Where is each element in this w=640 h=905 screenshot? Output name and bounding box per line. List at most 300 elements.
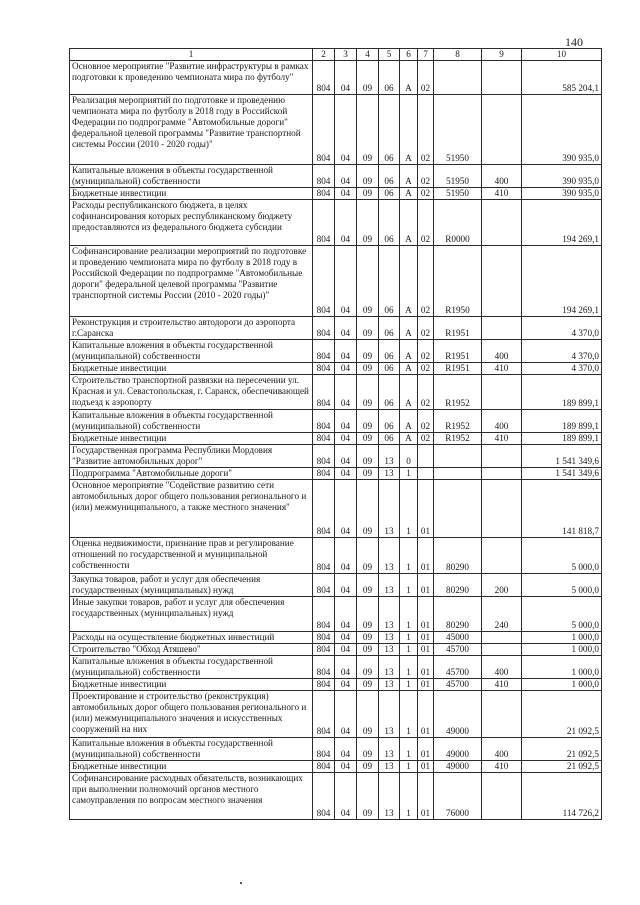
table-row bbox=[70, 644, 602, 656]
table-row bbox=[70, 340, 602, 363]
cell-section: 04 bbox=[335, 761, 357, 773]
cell-program: 13 bbox=[379, 468, 400, 480]
cell-ministry-code: 804 bbox=[313, 200, 335, 246]
cell-expense-type bbox=[482, 61, 522, 95]
cell-subsection: 09 bbox=[357, 761, 379, 773]
table-header bbox=[70, 49, 602, 61]
cell-program: 13 bbox=[379, 632, 400, 644]
cell-direction: R1951 bbox=[434, 340, 482, 363]
cell-subprogram: А bbox=[400, 61, 418, 95]
cell-direction: 80290 bbox=[434, 538, 482, 574]
cell-subsection: 09 bbox=[357, 574, 379, 597]
cell-amount: 1 541 349,6 bbox=[522, 445, 602, 468]
column-header: 2 bbox=[313, 49, 335, 61]
cell-program: 06 bbox=[379, 61, 400, 95]
cell-activity: 02 bbox=[418, 317, 434, 340]
cell-section: 04 bbox=[335, 375, 357, 410]
cell-subprogram: 1 bbox=[400, 691, 418, 738]
row-description: Софинансирование реализации мероприятий по подготовке и проведению чемпионата мира по футболу в 2018 году в Российской Федерации по подпрограмме "Автомобильные дороги" федеральной целевой программы "Развитие транспортной системы России (2010 - 2020 годы)" bbox=[70, 246, 313, 317]
cell-expense-type: 410 bbox=[482, 679, 522, 691]
cell-subsection: 09 bbox=[357, 246, 379, 317]
table-row bbox=[70, 597, 602, 632]
cell-activity: 02 bbox=[418, 410, 434, 433]
cell-ministry-code: 804 bbox=[313, 480, 335, 538]
cell-amount: 5 000,0 bbox=[522, 597, 602, 632]
cell-expense-type bbox=[482, 773, 522, 820]
column-header: 4 bbox=[357, 49, 379, 61]
table-row bbox=[70, 317, 602, 340]
cell-ministry-code: 804 bbox=[313, 773, 335, 820]
table-row bbox=[70, 773, 602, 820]
cell-expense-type bbox=[482, 246, 522, 317]
row-description: Строительство транспортной развязки на пересечении ул. Красная и ул. Севастопольская, г. Саранск, обеспечивающей подъезд к аэропорту bbox=[70, 375, 313, 410]
cell-subsection: 09 bbox=[357, 317, 379, 340]
cell-section: 04 bbox=[335, 632, 357, 644]
cell-section: 04 bbox=[335, 480, 357, 538]
cell-ministry-code: 804 bbox=[313, 644, 335, 656]
cell-section: 04 bbox=[335, 644, 357, 656]
cell-subprogram: 1 bbox=[400, 761, 418, 773]
cell-amount: 1 000,0 bbox=[522, 632, 602, 644]
cell-subsection: 09 bbox=[357, 433, 379, 445]
cell-direction: 45000 bbox=[434, 632, 482, 644]
cell-section: 04 bbox=[335, 188, 357, 200]
cell-activity: 02 bbox=[418, 433, 434, 445]
cell-expense-type bbox=[482, 375, 522, 410]
cell-direction: R1952 bbox=[434, 410, 482, 433]
cell-ministry-code: 804 bbox=[313, 761, 335, 773]
cell-section: 04 bbox=[335, 340, 357, 363]
cell-amount: 390 935,0 bbox=[522, 95, 602, 165]
cell-ministry-code: 804 bbox=[313, 656, 335, 679]
cell-subsection: 09 bbox=[357, 200, 379, 246]
cell-activity: 02 bbox=[418, 188, 434, 200]
cell-ministry-code: 804 bbox=[313, 445, 335, 468]
cell-section: 04 bbox=[335, 445, 357, 468]
row-description: Расходы республиканского бюджета, в целях софинансирования которых республиканскому бюджету предоставляются из федерального бюджета субсидии bbox=[70, 200, 313, 246]
cell-amount: 189 899,1 bbox=[522, 410, 602, 433]
cell-program: 06 bbox=[379, 410, 400, 433]
cell-section: 04 bbox=[335, 246, 357, 317]
page-number: 140 bbox=[565, 35, 583, 49]
row-description: Подпрограмма "Автомобильные дороги" bbox=[70, 468, 313, 480]
cell-subsection: 09 bbox=[357, 632, 379, 644]
cell-subsection: 09 bbox=[357, 644, 379, 656]
column-header: 3 bbox=[335, 49, 357, 61]
table-row bbox=[70, 691, 602, 738]
cell-subsection: 09 bbox=[357, 538, 379, 574]
cell-subsection: 09 bbox=[357, 340, 379, 363]
cell-expense-type: 400 bbox=[482, 410, 522, 433]
cell-activity: 01 bbox=[418, 761, 434, 773]
cell-subprogram: А bbox=[400, 363, 418, 375]
cell-direction: R1951 bbox=[434, 363, 482, 375]
cell-direction bbox=[434, 445, 482, 468]
cell-expense-type: 400 bbox=[482, 738, 522, 761]
cell-activity: 01 bbox=[418, 538, 434, 574]
cell-subprogram: 1 bbox=[400, 679, 418, 691]
cell-direction: 80290 bbox=[434, 574, 482, 597]
cell-activity: 01 bbox=[418, 656, 434, 679]
table-row bbox=[70, 165, 602, 188]
cell-subprogram: 1 bbox=[400, 738, 418, 761]
cell-section: 04 bbox=[335, 317, 357, 340]
cell-program: 13 bbox=[379, 644, 400, 656]
cell-amount: 390 935,0 bbox=[522, 188, 602, 200]
column-header: 9 bbox=[482, 49, 522, 61]
cell-section: 04 bbox=[335, 574, 357, 597]
cell-direction: 45700 bbox=[434, 679, 482, 691]
row-description: Реализация мероприятий по подготовке и проведению чемпионата мира по футболу в 2018 году в Российской Федерации по подпрограмме "Автомобильные дороги" федеральной целевой программы "Развитие транспортной системы России (2010 - 2020 годы)" bbox=[70, 95, 313, 165]
header-row bbox=[70, 49, 602, 61]
cell-subsection: 09 bbox=[357, 679, 379, 691]
cell-subprogram: 1 bbox=[400, 656, 418, 679]
table-row bbox=[70, 538, 602, 574]
cell-program: 13 bbox=[379, 445, 400, 468]
cell-subprogram: 1 bbox=[400, 644, 418, 656]
row-description: Капитальные вложения в объекты государственной (муниципальной) собственности bbox=[70, 410, 313, 433]
cell-subsection: 09 bbox=[357, 773, 379, 820]
cell-activity: 01 bbox=[418, 644, 434, 656]
row-description: Капитальные вложения в объекты государственной (муниципальной) собственности bbox=[70, 738, 313, 761]
scan-speck bbox=[240, 882, 242, 884]
cell-expense-type: 400 bbox=[482, 340, 522, 363]
cell-activity bbox=[418, 468, 434, 480]
cell-section: 04 bbox=[335, 61, 357, 95]
column-header: 7 bbox=[418, 49, 434, 61]
cell-amount: 4 370,0 bbox=[522, 317, 602, 340]
cell-activity: 01 bbox=[418, 632, 434, 644]
cell-program: 13 bbox=[379, 738, 400, 761]
table-row bbox=[70, 574, 602, 597]
cell-subsection: 09 bbox=[357, 165, 379, 188]
cell-expense-type bbox=[482, 691, 522, 738]
cell-program: 06 bbox=[379, 363, 400, 375]
cell-amount: 194 269,1 bbox=[522, 200, 602, 246]
table-row bbox=[70, 61, 602, 95]
cell-subsection: 09 bbox=[357, 445, 379, 468]
cell-direction bbox=[434, 480, 482, 538]
row-description: Капитальные вложения в объекты государственной (муниципальной) собственности bbox=[70, 340, 313, 363]
cell-ministry-code: 804 bbox=[313, 165, 335, 188]
cell-activity: 02 bbox=[418, 200, 434, 246]
cell-program: 06 bbox=[379, 246, 400, 317]
cell-amount: 1 541 349,6 bbox=[522, 468, 602, 480]
table-row bbox=[70, 433, 602, 445]
cell-program: 13 bbox=[379, 773, 400, 820]
table-row bbox=[70, 410, 602, 433]
cell-ministry-code: 804 bbox=[313, 61, 335, 95]
cell-ministry-code: 804 bbox=[313, 363, 335, 375]
cell-subsection: 09 bbox=[357, 597, 379, 632]
cell-subprogram: А bbox=[400, 375, 418, 410]
row-description: Бюджетные инвестиции bbox=[70, 761, 313, 773]
cell-amount: 1 000,0 bbox=[522, 679, 602, 691]
column-header: 5 bbox=[379, 49, 400, 61]
cell-section: 04 bbox=[335, 363, 357, 375]
cell-expense-type bbox=[482, 200, 522, 246]
cell-subsection: 09 bbox=[357, 691, 379, 738]
cell-expense-type bbox=[482, 445, 522, 468]
cell-section: 04 bbox=[335, 656, 357, 679]
cell-expense-type bbox=[482, 317, 522, 340]
cell-expense-type: 200 bbox=[482, 574, 522, 597]
cell-ministry-code: 804 bbox=[313, 538, 335, 574]
cell-amount: 114 726,2 bbox=[522, 773, 602, 820]
cell-amount: 1 000,0 bbox=[522, 656, 602, 679]
cell-ministry-code: 804 bbox=[313, 95, 335, 165]
cell-direction: 76000 bbox=[434, 773, 482, 820]
row-description: Государственная программа Республики Мордовия "Развитие автомобильных дорог" bbox=[70, 445, 313, 468]
cell-program: 06 bbox=[379, 375, 400, 410]
table-row bbox=[70, 445, 602, 468]
table-row bbox=[70, 363, 602, 375]
cell-ministry-code: 804 bbox=[313, 340, 335, 363]
cell-direction: R1951 bbox=[434, 317, 482, 340]
cell-section: 04 bbox=[335, 200, 357, 246]
cell-amount: 141 818,7 bbox=[522, 480, 602, 538]
cell-activity: 02 bbox=[418, 375, 434, 410]
cell-activity: 02 bbox=[418, 340, 434, 363]
cell-section: 04 bbox=[335, 691, 357, 738]
cell-expense-type: 240 bbox=[482, 597, 522, 632]
cell-direction bbox=[434, 468, 482, 480]
cell-amount: 21 092,5 bbox=[522, 691, 602, 738]
cell-section: 04 bbox=[335, 538, 357, 574]
cell-program: 06 bbox=[379, 340, 400, 363]
cell-subprogram: А bbox=[400, 340, 418, 363]
row-description: Капитальные вложения в объекты государственной (муниципальной) собственности bbox=[70, 656, 313, 679]
cell-direction bbox=[434, 61, 482, 95]
cell-subprogram: 1 bbox=[400, 773, 418, 820]
cell-section: 04 bbox=[335, 597, 357, 632]
cell-subsection: 09 bbox=[357, 61, 379, 95]
cell-ministry-code: 804 bbox=[313, 410, 335, 433]
cell-subprogram: А bbox=[400, 433, 418, 445]
cell-subsection: 09 bbox=[357, 468, 379, 480]
cell-ministry-code: 804 bbox=[313, 375, 335, 410]
cell-amount: 194 269,1 bbox=[522, 246, 602, 317]
cell-subsection: 09 bbox=[357, 95, 379, 165]
cell-amount: 21 092,5 bbox=[522, 761, 602, 773]
cell-activity: 01 bbox=[418, 574, 434, 597]
budget-table bbox=[69, 48, 602, 820]
cell-subprogram: А bbox=[400, 200, 418, 246]
cell-direction: 49000 bbox=[434, 761, 482, 773]
row-description: Реконструкция и строительство автодороги до аэропорта г.Саранска bbox=[70, 317, 313, 340]
cell-expense-type bbox=[482, 644, 522, 656]
cell-program: 06 bbox=[379, 188, 400, 200]
cell-subsection: 09 bbox=[357, 375, 379, 410]
row-description: Расходы на осуществление бюджетных инвестиций bbox=[70, 632, 313, 644]
cell-section: 04 bbox=[335, 410, 357, 433]
cell-activity: 02 bbox=[418, 363, 434, 375]
cell-direction: 49000 bbox=[434, 738, 482, 761]
column-header: 6 bbox=[400, 49, 418, 61]
row-description: Бюджетные инвестиции bbox=[70, 679, 313, 691]
cell-program: 13 bbox=[379, 538, 400, 574]
cell-subprogram: 1 bbox=[400, 574, 418, 597]
table-body bbox=[70, 61, 602, 820]
cell-direction: R1952 bbox=[434, 433, 482, 445]
row-description: Бюджетные инвестиции bbox=[70, 363, 313, 375]
cell-program: 06 bbox=[379, 95, 400, 165]
row-description: Бюджетные инвестиции bbox=[70, 188, 313, 200]
cell-program: 13 bbox=[379, 597, 400, 632]
cell-subsection: 09 bbox=[357, 188, 379, 200]
cell-amount: 4 370,0 bbox=[522, 340, 602, 363]
row-description: Софинансирование расходных обязательств, возникающих при выполнении полномочий органов местного самоуправления по вопросам местного значения bbox=[70, 773, 313, 820]
cell-ministry-code: 804 bbox=[313, 574, 335, 597]
cell-ministry-code: 804 bbox=[313, 468, 335, 480]
cell-direction: 51950 bbox=[434, 188, 482, 200]
cell-activity: 02 bbox=[418, 165, 434, 188]
cell-activity: 02 bbox=[418, 95, 434, 165]
cell-ministry-code: 804 bbox=[313, 317, 335, 340]
cell-direction: R1950 bbox=[434, 246, 482, 317]
table-row bbox=[70, 656, 602, 679]
table-row bbox=[70, 679, 602, 691]
cell-section: 04 bbox=[335, 468, 357, 480]
row-description: Оценка недвижимости, признание прав и регулирование отношений по государственной и муниципальной собственности bbox=[70, 538, 313, 574]
cell-section: 04 bbox=[335, 165, 357, 188]
cell-section: 04 bbox=[335, 738, 357, 761]
cell-activity: 01 bbox=[418, 679, 434, 691]
cell-activity: 02 bbox=[418, 246, 434, 317]
cell-activity: 01 bbox=[418, 597, 434, 632]
row-description: Основное мероприятие "Развитие инфраструктуры в рамках подготовки к проведению чемпионата мира по футболу" bbox=[70, 61, 313, 95]
cell-direction: 45700 bbox=[434, 644, 482, 656]
cell-expense-type: 410 bbox=[482, 761, 522, 773]
column-header: 1 bbox=[70, 49, 313, 61]
cell-activity: 01 bbox=[418, 773, 434, 820]
cell-program: 13 bbox=[379, 574, 400, 597]
cell-expense-type bbox=[482, 632, 522, 644]
cell-direction: 51950 bbox=[434, 165, 482, 188]
cell-subprogram: А bbox=[400, 410, 418, 433]
cell-ministry-code: 804 bbox=[313, 433, 335, 445]
cell-program: 13 bbox=[379, 761, 400, 773]
cell-ministry-code: 804 bbox=[313, 679, 335, 691]
cell-section: 04 bbox=[335, 95, 357, 165]
cell-activity: 01 bbox=[418, 691, 434, 738]
cell-subprogram: А bbox=[400, 246, 418, 317]
cell-subprogram: 1 bbox=[400, 468, 418, 480]
cell-amount: 4 370,0 bbox=[522, 363, 602, 375]
cell-direction: 80290 bbox=[434, 597, 482, 632]
cell-expense-type bbox=[482, 95, 522, 165]
cell-amount: 5 000,0 bbox=[522, 538, 602, 574]
cell-expense-type: 400 bbox=[482, 656, 522, 679]
cell-direction: 49000 bbox=[434, 691, 482, 738]
cell-expense-type bbox=[482, 468, 522, 480]
cell-expense-type: 400 bbox=[482, 165, 522, 188]
cell-amount: 1 000,0 bbox=[522, 644, 602, 656]
table-row bbox=[70, 632, 602, 644]
cell-direction: R0000 bbox=[434, 200, 482, 246]
cell-section: 04 bbox=[335, 679, 357, 691]
cell-activity: 01 bbox=[418, 480, 434, 538]
cell-expense-type: 410 bbox=[482, 433, 522, 445]
cell-program: 06 bbox=[379, 317, 400, 340]
cell-direction: 51950 bbox=[434, 95, 482, 165]
cell-direction: 45700 bbox=[434, 656, 482, 679]
cell-amount: 189 899,1 bbox=[522, 433, 602, 445]
cell-activity: 01 bbox=[418, 738, 434, 761]
cell-program: 13 bbox=[379, 691, 400, 738]
cell-direction: R1952 bbox=[434, 375, 482, 410]
cell-expense-type bbox=[482, 480, 522, 538]
row-description: Закупка товаров, работ и услуг для обеспечения государственных (муниципальных) нужд bbox=[70, 574, 313, 597]
cell-subsection: 09 bbox=[357, 410, 379, 433]
cell-subprogram: А bbox=[400, 188, 418, 200]
cell-section: 04 bbox=[335, 773, 357, 820]
cell-subprogram: 1 bbox=[400, 538, 418, 574]
row-description: Иные закупки товаров, работ и услуг для обеспечения государственных (муниципальных) нужд bbox=[70, 597, 313, 632]
cell-amount: 189 899,1 bbox=[522, 375, 602, 410]
row-description: Капитальные вложения в объекты государственной (муниципальной) собственности bbox=[70, 165, 313, 188]
table-row bbox=[70, 761, 602, 773]
cell-activity: 02 bbox=[418, 61, 434, 95]
cell-subprogram: А bbox=[400, 165, 418, 188]
cell-ministry-code: 804 bbox=[313, 188, 335, 200]
cell-ministry-code: 804 bbox=[313, 246, 335, 317]
cell-expense-type bbox=[482, 538, 522, 574]
cell-program: 06 bbox=[379, 165, 400, 188]
row-description: Проектирование и строительство (реконструкция) автомобильных дорог общего пользования регионального и (или) межмуниципального значения и искусственных сооружений на них bbox=[70, 691, 313, 738]
cell-expense-type: 410 bbox=[482, 188, 522, 200]
table-row bbox=[70, 95, 602, 165]
cell-expense-type: 410 bbox=[482, 363, 522, 375]
cell-subsection: 09 bbox=[357, 656, 379, 679]
cell-subprogram: 1 bbox=[400, 597, 418, 632]
cell-program: 13 bbox=[379, 656, 400, 679]
cell-subprogram: 0 bbox=[400, 445, 418, 468]
column-header: 10 bbox=[522, 49, 602, 61]
cell-subprogram: 1 bbox=[400, 480, 418, 538]
cell-program: 13 bbox=[379, 679, 400, 691]
cell-amount: 21 092,5 bbox=[522, 738, 602, 761]
table-row bbox=[70, 246, 602, 317]
row-description: Бюджетные инвестиции bbox=[70, 433, 313, 445]
cell-activity bbox=[418, 445, 434, 468]
cell-ministry-code: 804 bbox=[313, 691, 335, 738]
cell-subsection: 09 bbox=[357, 363, 379, 375]
table-row bbox=[70, 468, 602, 480]
cell-section: 04 bbox=[335, 433, 357, 445]
cell-program: 06 bbox=[379, 433, 400, 445]
table-row bbox=[70, 200, 602, 246]
column-header: 8 bbox=[434, 49, 482, 61]
cell-subsection: 09 bbox=[357, 738, 379, 761]
row-description: Строительство "Обход Атяшево" bbox=[70, 644, 313, 656]
table-row bbox=[70, 188, 602, 200]
cell-subsection: 09 bbox=[357, 480, 379, 538]
cell-amount: 5 000,0 bbox=[522, 574, 602, 597]
cell-ministry-code: 804 bbox=[313, 632, 335, 644]
cell-ministry-code: 804 bbox=[313, 738, 335, 761]
cell-amount: 390 935,0 bbox=[522, 165, 602, 188]
cell-program: 06 bbox=[379, 200, 400, 246]
cell-subprogram: А bbox=[400, 317, 418, 340]
cell-program: 13 bbox=[379, 480, 400, 538]
cell-subprogram: А bbox=[400, 95, 418, 165]
row-description: Основное мероприятие "Содействие развитию сети автомобильных дорог общего пользования регионального и (или) межмуниципального, а также местного значения" bbox=[70, 480, 313, 538]
table-row bbox=[70, 480, 602, 538]
cell-amount: 585 204,1 bbox=[522, 61, 602, 95]
cell-ministry-code: 804 bbox=[313, 597, 335, 632]
table-row bbox=[70, 375, 602, 410]
